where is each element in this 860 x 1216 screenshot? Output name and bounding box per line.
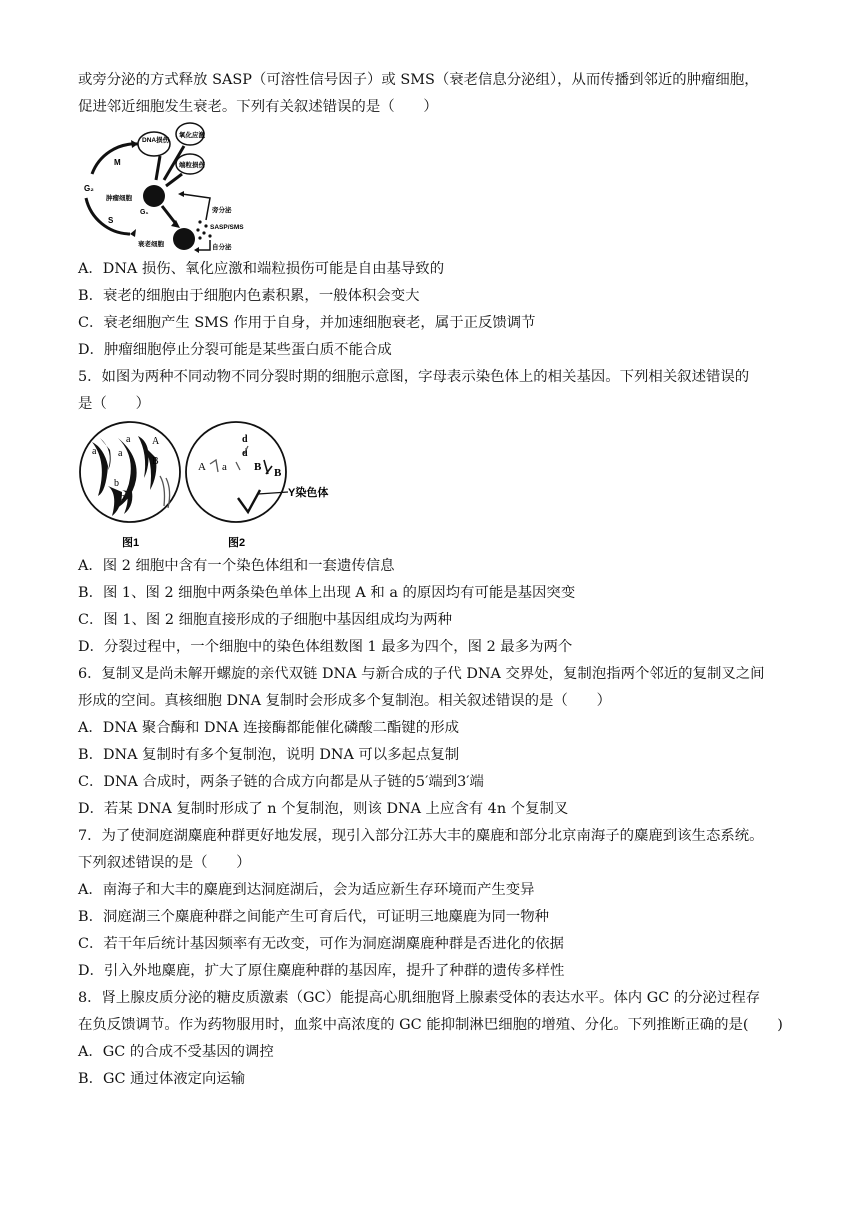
question-7-stem-line-1: 7．为了使洞庭湖麋鹿种群更好地发展，现引入部分江苏大丰的麋鹿和部分北京南海子的麋鹿到该生态系统。 [78, 828, 764, 844]
gene-a-1: a [92, 446, 97, 457]
question-8-option-b: B．GC 通过体液定向运输 [78, 1071, 246, 1087]
question-4-option-c: C．衰老细胞产生 SMS 作用于自身，并加速细胞衰老，属于正反馈调节 [78, 315, 536, 331]
question-5-option-c: C．图 1、图 2 细胞直接形成的子细胞中基因组成均为两种 [78, 612, 453, 628]
cell-division-figure [78, 420, 329, 552]
phase-m-label: M [114, 158, 121, 167]
phase-s-label: S [108, 216, 114, 225]
question-4-option-d: D．肿瘤细胞停止分裂可能是某些蛋白质不能合成 [78, 342, 392, 358]
question-6-option-a: A．DNA 聚合酶和 DNA 连接酶都能催化磷酸二酯键的形成 [78, 720, 459, 736]
oxidative-stress-label: 氧化应激 [179, 132, 205, 139]
gene-B-3: B [274, 467, 282, 479]
senescent-cell [173, 228, 195, 250]
question-6-stem-line-2: 形成的空间。真核细胞 DNA 复制时会形成多个复制泡。相关叙述错误的是（ ） [78, 693, 611, 709]
question-4-stem-line-1: 或旁分泌的方式释放 SASP（可溶性信号因子）或 SMS（衰老信息分泌组），从而传播到邻近的肿瘤细胞， [78, 72, 759, 88]
gene-B-1: B [152, 456, 159, 467]
y-chromosome-label: Y染色体 [288, 487, 329, 499]
senescence-diagram [78, 122, 258, 256]
question-6-stem-line-1: 6．复制叉是尚未解开螺旋的亲代双链 DNA 与新合成的子代 DNA 交界处，复制泡指两个邻近的复制叉之间 [78, 666, 765, 682]
gene-b-2: b [120, 492, 125, 503]
gene-a-4: a [222, 461, 227, 473]
question-7-stem-line-2: 下列叙述错误的是（ ） [78, 855, 251, 871]
question-6-option-d: D．若某 DNA 复制时形成了 n 个复制泡，则该 DNA 上应含有 4n 个复制叉 [78, 801, 569, 817]
sasp-sms-label: SASP/SMS [210, 224, 244, 231]
question-7-option-d: D．引入外地麋鹿，扩大了原住麋鹿种群的基因库，提升了种群的遗传多样性 [78, 963, 565, 979]
question-7-option-a: A．南海子和大丰的麋鹿到达洞庭湖后，会为适应新生存环境而产生变异 [78, 882, 535, 898]
question-6-option-b: B．DNA 复制时有多个复制泡，说明 DNA 可以多起点复制 [78, 747, 460, 763]
question-7-option-c: C．若干年后统计基因频率有无改变，可作为洞庭湖麋鹿种群是否进化的依据 [78, 936, 564, 952]
paracrine-label: 旁分泌 [212, 207, 232, 214]
tumor-cell-label: 肿瘤细胞 [106, 195, 132, 202]
dna-damage-label: DNA损伤 [142, 137, 170, 144]
figure-1-caption: 图1 [122, 537, 140, 549]
question-5-stem-line-1: 5．如图为两种不同动物不同分裂时期的细胞示意图，字母表示染色体上的相关基因。下列相关叙述错误的 [78, 369, 750, 385]
telomere-damage-label: 端粒损伤 [179, 162, 205, 169]
question-5-option-a: A．图 2 细胞中含有一个染色体组和一套遗传信息 [78, 558, 395, 574]
question-5-option-d: D．分裂过程中，一个细胞中的染色体组数图 1 最多为四个，图 2 最多为两个 [78, 639, 573, 655]
question-7-option-b: B．洞庭湖三个麋鹿种群之间能产生可育后代，可证明三地麋鹿为同一物种 [78, 909, 550, 925]
gene-A-2: A [198, 461, 206, 473]
tumor-cell [143, 185, 165, 207]
senescent-cell-label: 衰老细胞 [138, 241, 164, 248]
question-8-option-a: A．GC 的合成不受基因的调控 [78, 1044, 274, 1060]
gene-A-1: A [152, 436, 160, 447]
figure-2-caption: 图2 [228, 537, 246, 549]
gene-b-1: b [114, 478, 119, 489]
gene-a-2: a [118, 448, 123, 459]
question-4-stem-line-2: 促进邻近细胞发生衰老。下列有关叙述错误的是（ ） [78, 99, 438, 115]
gene-d-1: d [242, 434, 248, 445]
gene-a-3: a [126, 434, 131, 445]
question-4-option-b: B．衰老的细胞由于细胞内色素积累，一般体积会变大 [78, 288, 420, 304]
question-8-stem-line-2: 在负反馈调节。作为药物服用时，血浆中高浓度的 GC 能抑制淋巴细胞的增殖、分化。下列推断正确的是( ) [78, 1017, 783, 1033]
question-8-stem-line-1: 8．肾上腺皮质分泌的糖皮质激素（GC）能提高心肌细胞肾上腺素受体的表达水平。体内 GC 的分泌过程存 [78, 990, 761, 1006]
phase-g1-label: G₁ [140, 209, 149, 216]
autocrine-label: 自分泌 [212, 244, 232, 251]
question-4-option-a: A．DNA 损伤、氧化应激和端粒损伤可能是自由基导致的 [78, 261, 445, 277]
gene-d-2: d [242, 448, 248, 459]
question-6-option-c: C．DNA 合成时，两条子链的合成方向都是从子链的5′端到3′端 [78, 774, 484, 790]
phase-g2-label: G₂ [84, 184, 94, 193]
question-5-option-b: B．图 1、图 2 细胞中两条染色单体上出现 A 和 a 的原因均有可能是基因突变 [78, 585, 576, 601]
question-5-stem-line-2: 是（ ） [78, 396, 150, 412]
gene-B-2: B [254, 461, 262, 473]
